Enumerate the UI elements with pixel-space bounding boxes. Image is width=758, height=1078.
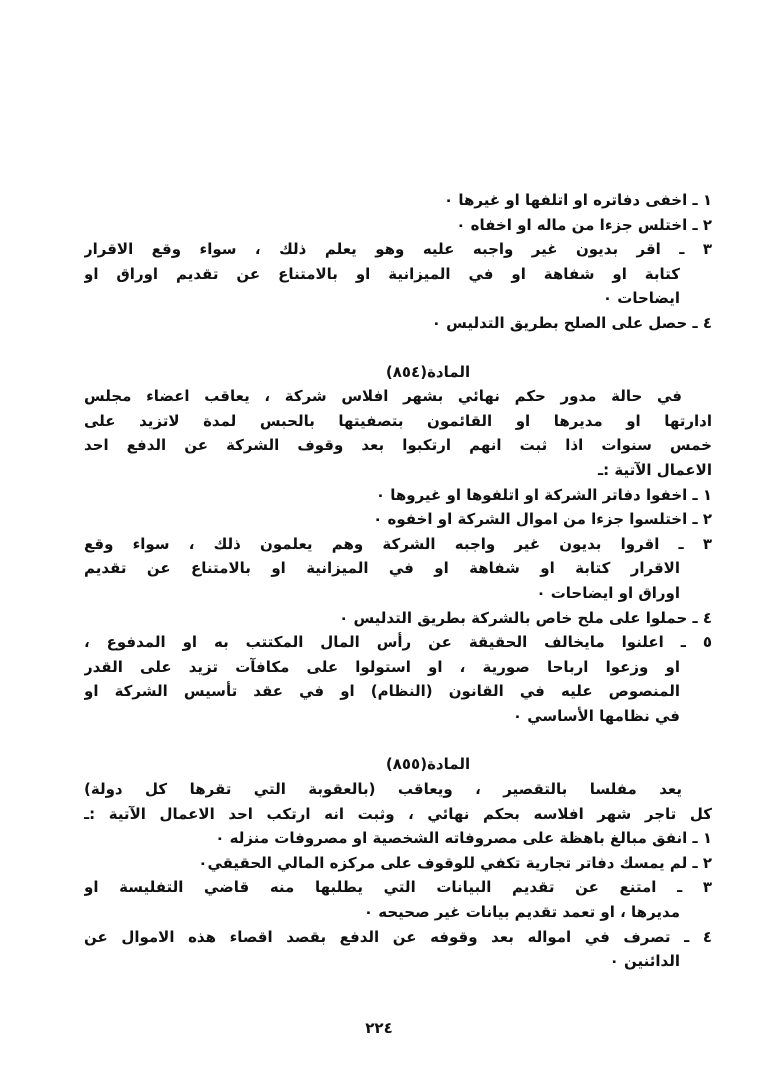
list-item	[84, 507, 712, 532]
list-item-line: ٥ ـ اعلنوا مايخالف الحقيقة عن رأس المال المكتتب به او المدفوع ،	[84, 633, 712, 652]
list-item-line: ٣ ـ اقروا بديون غير واجبه الشركة وهم يعلمون ذلك ، سواء وقع	[84, 534, 712, 553]
page-number: ٢٢٤	[365, 1019, 393, 1037]
article-intro	[84, 384, 712, 482]
article-heading: المادة(٨٥٤)	[385, 362, 471, 381]
list-item-line: ٢ ـ اختلسوا جزءا من اموال الشركة او اخفوه ٠	[373, 510, 712, 529]
intro-line: يعد مفلسا بالتقصير ، ويعاقب (بالعقوبة التي تقرها كل دولة)	[84, 780, 682, 799]
list-item-line: الاقرار كتابة او شفاهة او في الميزانية او بالامتناع عن تقديم	[84, 559, 680, 578]
article-heading: المادة(٨٥٥)	[385, 755, 471, 774]
list-item-line: ٣ ـ امتنع عن تقديم البيانات التي يطلبها منه قاضي التفليسة او	[84, 878, 712, 897]
list-item	[84, 213, 712, 238]
intro-line: في حالة مدور حكم نهائي بشهر افلاس شركة ، يعاقب اعضاء مجلس	[84, 387, 682, 406]
list-item-line: ٣ ـ اقر بديون غير واجبه عليه وهو يعلم ذلك ، سواء وقع الاقرار	[84, 240, 712, 259]
list-item	[84, 483, 712, 508]
list-item-line: ١ ـ اخفى دفاتره او اتلفها او غيرها ٠	[443, 191, 712, 209]
section1-list	[84, 188, 712, 336]
list-item	[84, 188, 712, 213]
intro-line: كل تاجر شهر افلاسه بحكم نهائي ، وثبت انه ارتكب احد الاعمال الآتية :ـ	[84, 804, 712, 823]
list-item	[84, 606, 712, 631]
list-item	[84, 311, 712, 336]
list-item-line: ٢ ـ اختلس جزءا من ماله او اخفاه ٠	[456, 215, 712, 234]
spacer	[84, 336, 712, 348]
list-item	[84, 826, 712, 851]
list-item-line: في نظامها الأساسي ٠	[512, 706, 680, 725]
article-intro	[84, 777, 712, 826]
list-item-line: ٢ ـ لم يمسك دفاتر تجارية تكفي للوقوف على مركزه المالي الحقيقي٠	[198, 853, 712, 872]
list-item	[84, 532, 712, 606]
intro-line: ادارتها او مديرها او القائمون بتصفيتها بالحبس لمدة لاتزيد على	[84, 411, 712, 430]
section3-list	[84, 826, 712, 974]
intro-line: الاعمال الآتية :ـ	[598, 460, 712, 479]
list-item	[84, 875, 712, 924]
list-item-line: او وزعوا ارباحا صورية ، او استولوا على مكافآت تزيد على القدر	[84, 657, 680, 676]
list-item-line: المنصوص عليه في القانون (النظام) او في عقد تأسيس الشركة او	[84, 682, 680, 701]
list-item-line: الدائنين ٠	[609, 952, 680, 971]
intro-line: خمس سنوات اذا ثبت انهم ارتكبوا بعد وقوف الشركة عن الدفع احد	[84, 436, 712, 455]
spacer	[84, 728, 712, 740]
list-item-line: كتابة او شفاهة او في الميزانية او بالامتناع عن تقديم اوراق او	[84, 264, 680, 283]
list-item	[84, 237, 712, 311]
list-item-line: ايضاحات ٠	[602, 289, 680, 308]
list-item	[84, 630, 712, 728]
list-item-line: ٤ ـ تصرف في امواله بعد وقوفه عن الدفع بقصد اقصاء هذه الاموال عن	[84, 927, 712, 946]
section2-list	[84, 483, 712, 729]
list-item-line: ١ ـ اخفوا دفاتر الشركة او اتلفوها او غيروها ٠	[375, 485, 712, 504]
document-body	[84, 188, 712, 974]
list-item	[84, 851, 712, 876]
list-item-line: ١ ـ انفق مبالغ باهظة على مصروفاته الشخصية او مصروفات منزله ٠	[215, 829, 712, 848]
list-item-line: مديرها ، او تعمد تقديم بيانات غير صحيحه ٠	[363, 903, 680, 922]
list-item	[84, 925, 712, 974]
list-item-line: ٤ ـ حصل على الصلح بطريق التدليس ٠	[431, 313, 712, 332]
list-item-line: اوراق او ايضاحات ٠	[536, 583, 680, 602]
list-item-line: ٤ ـ حملوا على ملح خاص بالشركة بطريق التدليس ٠	[339, 608, 712, 627]
